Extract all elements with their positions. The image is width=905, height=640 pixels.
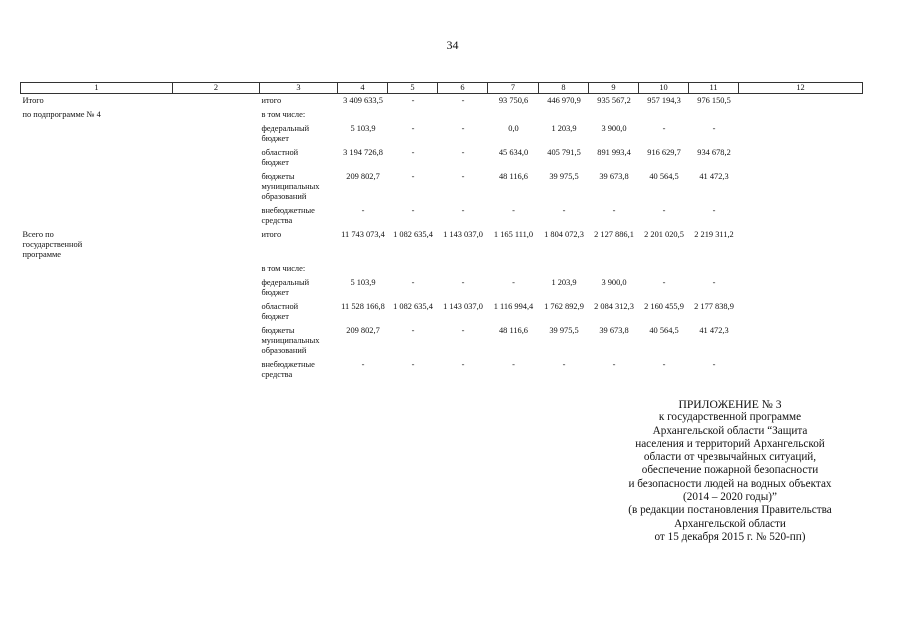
value-cell: 1 082 635,4 bbox=[393, 302, 433, 311]
table-row bbox=[21, 122, 863, 146]
funding-source: областной бюджет bbox=[261, 302, 299, 321]
table-row bbox=[21, 324, 863, 358]
value-cell: 2 127 886,1 bbox=[594, 230, 634, 239]
row-group-label bbox=[21, 324, 173, 358]
empty-cell bbox=[173, 94, 260, 109]
table-row bbox=[21, 228, 863, 262]
table-header bbox=[21, 83, 863, 94]
value-cell bbox=[689, 262, 739, 276]
value-cell: - bbox=[562, 206, 566, 215]
value-cell: - bbox=[411, 360, 415, 369]
row-group-label bbox=[21, 358, 173, 382]
column-header: 7 bbox=[488, 83, 539, 94]
row-group-label: Всего по государственной программе bbox=[22, 230, 83, 259]
value-cell: 405 791,5 bbox=[547, 148, 581, 157]
value-cell: - bbox=[712, 206, 716, 215]
empty-cell bbox=[173, 204, 260, 228]
column-header: 8 bbox=[539, 83, 589, 94]
value-cell: 0,0 bbox=[508, 124, 519, 133]
empty-cell bbox=[173, 146, 260, 170]
value-cell bbox=[539, 108, 589, 122]
value-cell: 39 673,8 bbox=[599, 172, 629, 181]
value-cell: 2 084 312,3 bbox=[594, 302, 634, 311]
column-header: 3 bbox=[260, 83, 338, 94]
funding-source: федеральный бюджет bbox=[261, 278, 310, 297]
table-row bbox=[21, 108, 863, 122]
value-cell: - bbox=[461, 148, 465, 157]
value-cell: - bbox=[512, 278, 515, 287]
table-body bbox=[21, 94, 863, 383]
funding-source: областной бюджет bbox=[261, 148, 299, 167]
empty-cell bbox=[173, 228, 260, 262]
empty-cell bbox=[173, 300, 260, 324]
value-cell: 1 143 037,0 bbox=[443, 230, 483, 239]
empty-cell bbox=[173, 122, 260, 146]
value-cell bbox=[388, 108, 438, 122]
funding-source: внебюджетные средства bbox=[261, 206, 315, 225]
table-row bbox=[21, 170, 863, 204]
value-cell: 2 219 311,2 bbox=[694, 230, 734, 239]
empty-cell bbox=[739, 94, 863, 109]
empty-cell bbox=[739, 228, 863, 262]
table-row bbox=[21, 358, 863, 382]
value-cell: - bbox=[662, 124, 666, 133]
value-cell: - bbox=[662, 278, 666, 287]
column-header: 4 bbox=[338, 83, 388, 94]
empty-cell bbox=[739, 324, 863, 358]
column-header: 1 bbox=[21, 83, 173, 94]
value-cell: 39 673,8 bbox=[599, 326, 629, 335]
value-cell: 48 116,6 bbox=[498, 172, 528, 181]
value-cell: 3 900,0 bbox=[601, 124, 627, 133]
funding-source: бюджеты муниципальных образований bbox=[261, 326, 320, 355]
row-group-label bbox=[21, 262, 173, 276]
funding-source: в том числе: bbox=[261, 110, 306, 119]
value-cell: 1 143 037,0 bbox=[443, 302, 483, 311]
value-cell: 93 750,6 bbox=[498, 96, 529, 105]
value-cell: - bbox=[562, 360, 566, 369]
value-cell: - bbox=[662, 206, 666, 215]
value-cell: - bbox=[512, 206, 515, 215]
value-cell: 209 802,7 bbox=[346, 326, 380, 335]
value-cell bbox=[338, 262, 388, 276]
value-cell bbox=[689, 108, 739, 122]
column-header: 5 bbox=[388, 83, 438, 94]
empty-cell bbox=[173, 276, 260, 300]
value-cell: 1 116 994,4 bbox=[493, 302, 534, 311]
value-cell: - bbox=[712, 278, 716, 287]
value-cell: - bbox=[712, 124, 716, 133]
empty-cell bbox=[173, 358, 260, 382]
appendix-title: ПРИЛОЖЕНИЕ № 3 bbox=[678, 398, 782, 411]
empty-cell bbox=[173, 262, 260, 276]
empty-cell bbox=[739, 358, 863, 382]
table-row bbox=[21, 300, 863, 324]
value-cell: - bbox=[411, 206, 415, 215]
value-cell: 2 177 838,9 bbox=[694, 302, 734, 311]
empty-cell bbox=[739, 300, 863, 324]
row-group-label: Итого bbox=[22, 96, 44, 105]
funding-source: бюджеты муниципальных образований bbox=[261, 172, 320, 201]
table-row bbox=[21, 146, 863, 170]
value-cell bbox=[388, 262, 438, 276]
funding-source: внебюджетные средства bbox=[261, 360, 315, 379]
row-group-label bbox=[21, 170, 173, 204]
value-cell: 934 678,2 bbox=[697, 148, 731, 157]
value-cell: 40 564,5 bbox=[649, 172, 679, 181]
value-cell bbox=[639, 108, 689, 122]
value-cell: 1 203,9 bbox=[551, 278, 577, 287]
table-row bbox=[21, 262, 863, 276]
value-cell: - bbox=[512, 360, 515, 369]
value-cell bbox=[438, 108, 488, 122]
value-cell: - bbox=[361, 360, 365, 369]
value-cell: 40 564,5 bbox=[649, 326, 679, 335]
value-cell: - bbox=[612, 206, 616, 215]
funding-source: в том числе: bbox=[261, 264, 306, 273]
value-cell: 1 165 111,0 bbox=[493, 230, 534, 239]
budget-table bbox=[20, 82, 863, 382]
funding-source: федеральный бюджет bbox=[261, 124, 310, 143]
row-group-label: по подпрограмме № 4 bbox=[22, 110, 101, 119]
value-cell: - bbox=[712, 360, 716, 369]
value-cell: - bbox=[361, 206, 365, 215]
empty-cell bbox=[739, 262, 863, 276]
column-header: 2 bbox=[173, 83, 260, 94]
empty-cell bbox=[739, 170, 863, 204]
value-cell: 3 409 633,5 bbox=[343, 96, 383, 105]
value-cell: 1 804 072,3 bbox=[544, 230, 584, 239]
value-cell bbox=[539, 262, 589, 276]
value-cell: 41 472,3 bbox=[699, 326, 729, 335]
value-cell: 916 629,7 bbox=[647, 148, 681, 157]
table-row bbox=[21, 276, 863, 300]
column-header: 6 bbox=[438, 83, 488, 94]
value-cell: - bbox=[411, 96, 415, 105]
value-cell: - bbox=[411, 124, 415, 133]
appendix-line: к государственной программе bbox=[658, 411, 802, 424]
table-row bbox=[21, 94, 863, 109]
value-cell: 2 160 455,9 bbox=[644, 302, 684, 311]
value-cell: - bbox=[461, 360, 465, 369]
value-cell: 976 150,5 bbox=[697, 96, 731, 105]
table-row bbox=[21, 204, 863, 228]
empty-cell bbox=[173, 170, 260, 204]
column-header: 10 bbox=[639, 83, 689, 94]
appendix-line: (в редакции постановления Правительства bbox=[628, 504, 832, 517]
empty-cell bbox=[173, 108, 260, 122]
value-cell bbox=[338, 108, 388, 122]
appendix-line: и безопасности людей на водных объектах bbox=[628, 477, 832, 490]
empty-cell bbox=[739, 108, 863, 122]
value-cell: 446 970,9 bbox=[547, 96, 581, 105]
value-cell: - bbox=[411, 172, 415, 181]
row-group-label bbox=[21, 276, 173, 300]
value-cell: - bbox=[461, 326, 465, 335]
value-cell: 2 201 020,5 bbox=[644, 230, 684, 239]
empty-cell bbox=[173, 324, 260, 358]
empty-cell bbox=[739, 146, 863, 170]
value-cell bbox=[488, 262, 539, 276]
appendix-note bbox=[580, 398, 880, 544]
value-cell: - bbox=[411, 326, 415, 335]
value-cell bbox=[589, 262, 639, 276]
value-cell: - bbox=[612, 360, 616, 369]
value-cell: 5 103,9 bbox=[350, 124, 376, 133]
value-cell bbox=[589, 108, 639, 122]
value-cell: - bbox=[662, 360, 666, 369]
appendix-line: Архангельской области bbox=[674, 517, 786, 530]
value-cell: 935 567,2 bbox=[597, 96, 631, 105]
row-group-label bbox=[21, 146, 173, 170]
value-cell: 209 802,7 bbox=[346, 172, 380, 181]
page-number: 34 bbox=[446, 38, 459, 52]
appendix-line: Архангельской области “Защита bbox=[652, 424, 808, 437]
column-header: 11 bbox=[689, 83, 739, 94]
value-cell: - bbox=[461, 96, 465, 105]
empty-cell bbox=[739, 204, 863, 228]
value-cell: 957 194,3 bbox=[647, 96, 681, 105]
value-cell bbox=[488, 108, 539, 122]
empty-cell bbox=[739, 276, 863, 300]
row-group-label bbox=[21, 122, 173, 146]
column-header: 9 bbox=[589, 83, 639, 94]
appendix-line: области от чрезвычайных ситуаций, bbox=[643, 451, 817, 464]
value-cell: - bbox=[461, 278, 465, 287]
value-cell bbox=[438, 262, 488, 276]
value-cell: - bbox=[461, 124, 465, 133]
value-cell: 11 743 073,4 bbox=[341, 230, 385, 239]
value-cell: 1 203,9 bbox=[551, 124, 577, 133]
value-cell bbox=[639, 262, 689, 276]
value-cell: 11 528 166,8 bbox=[341, 302, 385, 311]
row-group-label bbox=[21, 300, 173, 324]
value-cell: - bbox=[461, 206, 465, 215]
value-cell: 1 762 892,9 bbox=[544, 302, 584, 311]
value-cell: - bbox=[411, 278, 415, 287]
empty-cell bbox=[739, 122, 863, 146]
column-header: 12 bbox=[739, 83, 863, 94]
value-cell: - bbox=[411, 148, 415, 157]
value-cell: 1 082 635,4 bbox=[393, 230, 433, 239]
value-cell: 45 634,0 bbox=[498, 148, 529, 157]
appendix-line: обеспечение пожарной безопасности bbox=[641, 464, 819, 477]
value-cell: 3 194 726,8 bbox=[343, 148, 383, 157]
row-group-label bbox=[21, 204, 173, 228]
value-cell: 5 103,9 bbox=[350, 278, 376, 287]
funding-source: итого bbox=[261, 230, 282, 239]
value-cell: 41 472,3 bbox=[699, 172, 729, 181]
appendix-line: (2014 – 2020 годы)” bbox=[683, 491, 777, 504]
value-cell: 48 116,6 bbox=[498, 326, 528, 335]
value-cell: - bbox=[461, 172, 465, 181]
funding-source: итого bbox=[261, 96, 282, 105]
appendix-line: от 15 декабря 2015 г. № 520-пп) bbox=[654, 530, 806, 543]
value-cell: 891 993,4 bbox=[597, 148, 631, 157]
value-cell: 39 975,5 bbox=[549, 172, 579, 181]
appendix-line: населения и территорий Архангельской bbox=[635, 437, 825, 450]
value-cell: 3 900,0 bbox=[601, 278, 627, 287]
value-cell: 39 975,5 bbox=[549, 326, 579, 335]
